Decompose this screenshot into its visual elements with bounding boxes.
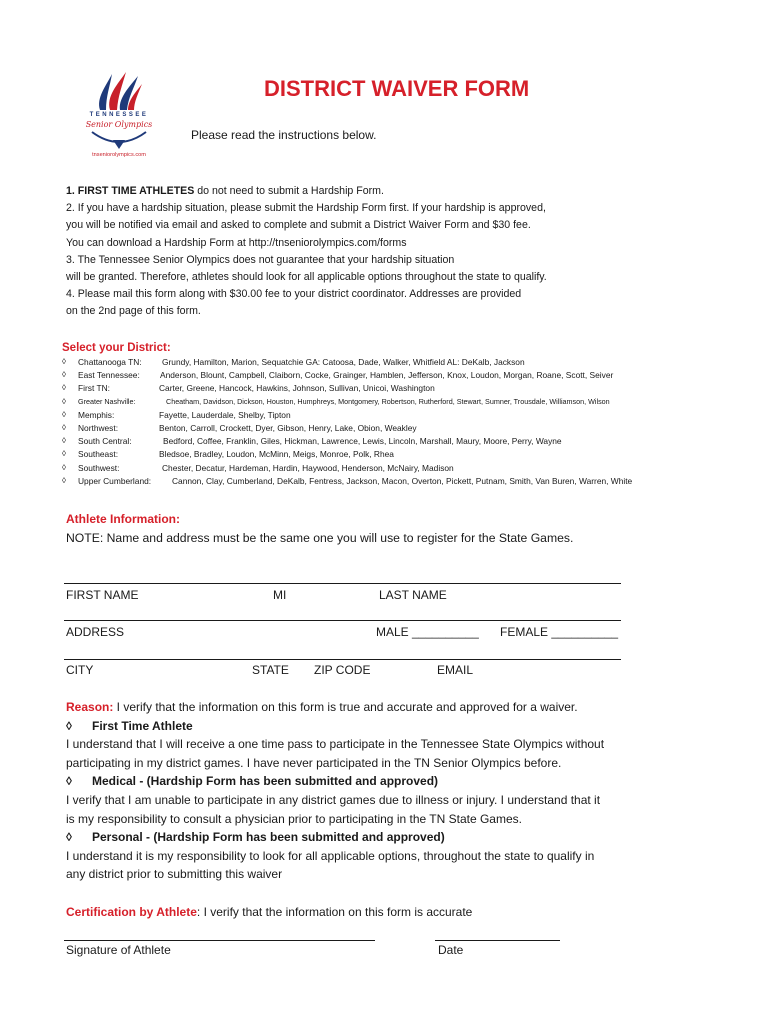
district-name: First TN: [78, 383, 110, 394]
district-name: Greater Nashville: [78, 396, 136, 406]
address-label: ADDRESS [66, 625, 125, 639]
instruction-line: will be granted. Therefore, athletes should look for all applicable options throughout the state to qualify. [66, 271, 547, 284]
instruction-line [66, 183, 547, 200]
reason-text: participating in my district games. I have never participated in the TN Senior Olympics before. [66, 755, 562, 770]
reason-label: Reason: [66, 700, 114, 714]
diamond-bullet-icon[interactable]: ◊ [62, 370, 66, 380]
diamond-bullet-icon[interactable]: ◊ [66, 718, 72, 733]
mi-label: MI [273, 588, 287, 602]
district-option-east-tennessee[interactable] [62, 370, 762, 383]
diamond-bullet-icon[interactable]: ◊ [62, 462, 66, 472]
instruction-line: you will be notified via email and asked to complete and submit a District Waiver Form and $30 fee. [66, 219, 531, 232]
district-counties: Fayette, Lauderdale, Shelby, Tipton [159, 409, 291, 420]
district-counties: Bedford, Coffee, Franklin, Giles, Hickman, Lawrence, Lewis, Lincoln, Marshall, Maury, Moore, Perry, Wayne [163, 436, 562, 447]
district-name: Southeast: [78, 449, 119, 460]
instruction-line: 4. Please mail this form along with $30.00 fee to your district coordinator. Addresses are provided [66, 288, 522, 301]
district-counties: Cheatham, Davidson, Dickson, Houston, Humphreys, Montgomery, Robertson, Rutherford, Stewart, Sumner, Trousdale, Williamson, Wilson [166, 396, 610, 406]
district-option-chattanooga[interactable] [62, 357, 762, 370]
district-option-southeast[interactable] [62, 449, 762, 462]
diamond-bullet-icon[interactable]: ◊ [62, 422, 66, 432]
diamond-bullet-icon[interactable]: ◊ [66, 830, 72, 845]
diamond-bullet-icon[interactable]: ◊ [62, 409, 66, 419]
signature-line[interactable] [64, 940, 375, 941]
district-counties: Cannon, Clay, Cumberland, DeKalb, Fentress, Jackson, Macon, Overton, Pickett, Putnam, Smith, Van Buren, Warren, White [172, 475, 633, 486]
district-counties: Chester, Decatur, Hardeman, Hardin, Haywood, Henderson, McNairy, Madison [162, 462, 454, 473]
reason-intro-text: I verify that the information on this form is true and accurate and approved for a waiver. [113, 700, 578, 714]
district-name: Chattanooga TN: [78, 357, 142, 367]
instruction-line-text: do not need to submit a Hardship Form. [194, 185, 384, 197]
first-time-athletes-text: 1. FIRST TIME ATHLETES [66, 185, 195, 197]
logo-state-text: TENNESSEE [89, 112, 149, 118]
email-label: EMAIL [437, 663, 474, 677]
instruction-line: You can download a Hardship Form at http://tnseniorolympics.com/forms [66, 236, 407, 249]
reason-option-personal[interactable] [66, 828, 706, 847]
instruction-line: on the 2nd page of this form. [66, 305, 201, 318]
district-option-greater-nashville[interactable] [62, 397, 762, 410]
reason-section [66, 698, 706, 884]
reason-text: I understand it is my responsibility to look for all applicable options, throughout the state to qualify in [66, 848, 595, 863]
certification [66, 905, 472, 919]
district-name: Northwest: [78, 422, 119, 433]
district-counties: Carter, Greene, Hancock, Hawkins, Johnson, Sullivan, Unicoi, Washington [159, 383, 435, 394]
reason-text: is my responsibility to consult a physician prior to participating in the TN State Games. [66, 811, 522, 826]
last-name-label: LAST NAME [379, 588, 447, 602]
district-option-upper-cumberland[interactable] [62, 476, 762, 489]
district-option-southwest[interactable] [62, 463, 762, 476]
diamond-bullet-icon[interactable]: ◊ [66, 774, 72, 789]
date-label: Date [438, 943, 464, 957]
signature-label: Signature of Athlete [66, 943, 171, 957]
tso-logo [76, 70, 162, 168]
district-name: Southwest: [78, 462, 120, 473]
district-option-memphis[interactable] [62, 410, 762, 423]
athlete-info-heading: Athlete Information: [66, 512, 180, 526]
reason-option-first-time[interactable] [66, 717, 706, 736]
reason-intro [66, 698, 706, 717]
district-name: Upper Cumberland: [78, 475, 152, 486]
instruction-line: 3. The Tennessee Senior Olympics does not guarantee that your hardship situation [66, 253, 455, 266]
address-entry-line[interactable] [64, 620, 621, 621]
state-label: STATE [252, 663, 289, 677]
instructions [66, 183, 547, 321]
female-field[interactable]: FEMALE __________ [500, 625, 619, 639]
page-title: DISTRICT WAIVER FORM [264, 76, 530, 101]
zip-code-label: ZIP CODE [314, 663, 371, 677]
district-heading: Select your District: [62, 342, 171, 354]
reason-text: I understand that I will receive a one time pass to participate in the Tennessee State Olympics without [66, 737, 605, 752]
district-counties: Benton, Carroll, Crockett, Dyer, Gibson, Henry, Lake, Obion, Weakley [159, 422, 417, 433]
diamond-bullet-icon[interactable]: ◊ [62, 436, 66, 446]
date-line[interactable] [435, 940, 560, 941]
reason-text: I verify that I am unable to participate in any district games due to illness or injury. I understand that it [66, 792, 601, 807]
diamond-bullet-icon[interactable]: ◊ [62, 383, 66, 393]
reason-option-title: Personal - (Hardship Form has been submitted and approved) [92, 830, 445, 845]
diamond-bullet-icon[interactable]: ◊ [62, 475, 66, 485]
district-name: East Tennessee: [78, 370, 140, 381]
district-option-first-tn[interactable] [62, 383, 762, 396]
athlete-info-note: NOTE: Name and address must be the same one you will use to register for the State Games. [66, 531, 574, 545]
certification-text: : I verify that the information on this form is accurate [196, 905, 473, 919]
district-option-south-central[interactable] [62, 436, 762, 449]
diamond-bullet-icon[interactable]: ◊ [62, 396, 66, 406]
flame-torch-icon [76, 70, 162, 114]
district-counties: Anderson, Blount, Campbell, Claiborn, Cocke, Grainger, Hamblen, Jefferson, Knox, Loudon, Morgan, Roane, Scott, Seiver [160, 370, 614, 381]
logo-brand-text: Senior Olympics [85, 120, 153, 129]
torch-base-icon [86, 130, 152, 150]
name-entry-line[interactable] [64, 583, 621, 584]
diamond-bullet-icon[interactable]: ◊ [62, 357, 66, 366]
reason-option-title: Medical - (Hardship Form has been submitted and approved) [92, 774, 439, 789]
reason-text: any district prior to submitting this waiver [66, 867, 283, 882]
city-label: CITY [66, 663, 94, 677]
instruction-line: 2. If you have a hardship situation, please submit the Hardship Form first. If your hardship is approved, [66, 202, 546, 215]
district-selection [62, 342, 762, 489]
city-entry-line[interactable] [64, 659, 621, 660]
first-name-label: FIRST NAME [66, 588, 139, 602]
diamond-bullet-icon[interactable]: ◊ [62, 449, 66, 459]
reason-option-medical[interactable] [66, 772, 706, 791]
district-counties: Grundy, Hamilton, Marion, Sequatchie GA: Catoosa, Dade, Walker, Whitfield AL: DeKalb, Jackson [162, 357, 525, 367]
certification-label: Certification by Athlete [66, 905, 197, 919]
page-subtitle: Please read the instructions below. [191, 128, 377, 142]
district-name: Memphis: [78, 409, 115, 420]
district-name: South Central: [78, 436, 132, 447]
reason-option-title: First Time Athlete [92, 718, 193, 733]
male-field[interactable]: MALE __________ [376, 625, 479, 639]
district-option-northwest[interactable] [62, 423, 762, 436]
logo-url: tnseniorolympics.com [92, 152, 146, 158]
district-counties: Bledsoe, Bradley, Loudon, McMinn, Meigs, Monroe, Polk, Rhea [159, 449, 394, 460]
